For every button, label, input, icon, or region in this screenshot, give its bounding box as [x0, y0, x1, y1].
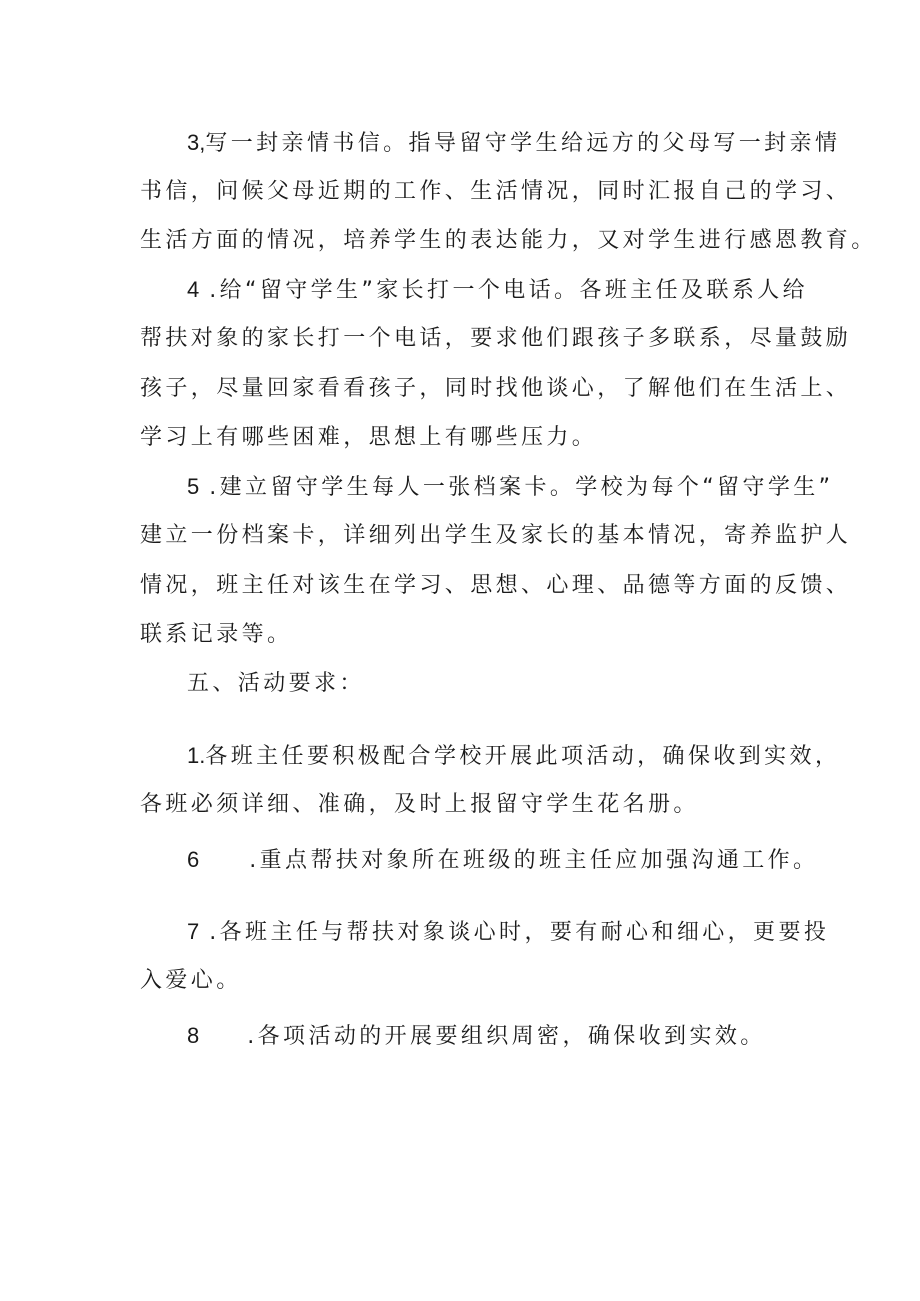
req1-text-1: 各班主任要积极配合学校开展此项活动，确保收到实效，	[205, 744, 841, 769]
req7-number: 7	[187, 919, 200, 944]
item5-line2: 建立一份档案卡，详细列出学生及家长的基本情况，寄养监护人	[140, 523, 852, 548]
req6-text-1: .重点帮扶对象所在班级的班主任应加强沟通工作。	[249, 848, 819, 873]
item5-number: 5	[187, 474, 200, 499]
item4-line4: 学习上有哪些困难，思想上有哪些压力。	[140, 425, 598, 450]
item3-line3: 生活方面的情况，培养学生的表达能力，又对学生进行感恩教育。	[140, 228, 877, 253]
item3-line2: 书信，问候父母近期的工作、生活情况，同时汇报自己的学习、	[140, 179, 852, 204]
req7-line1	[187, 917, 829, 947]
req6-line1	[187, 845, 818, 875]
req1-line1	[187, 741, 840, 771]
item4-number: 4	[187, 277, 200, 302]
item3-number: 3,	[187, 130, 206, 155]
item4-line2: 帮扶对象的家长打一个电话，要求他们跟孩子多联系，尽量鼓励	[140, 326, 852, 351]
item3-line1	[187, 128, 840, 158]
req6-number: 6	[187, 847, 200, 872]
item5-line4: 联系记录等。	[140, 622, 293, 647]
req8-line1	[187, 1021, 766, 1051]
item4-text-1: .给“留守学生”家长打一个电话。各班主任及联系人给	[209, 278, 809, 303]
section-heading: 五、活动要求：	[187, 671, 365, 696]
req8-number: 8	[187, 1023, 200, 1048]
req7-text-1: .各班主任与帮扶对象谈心时，要有耐心和细心，更要投	[209, 920, 830, 945]
item4-line1	[187, 275, 808, 305]
req8-text-1: .各项活动的开展要组织周密，确保收到实效。	[247, 1024, 766, 1049]
req1-number: 1.	[187, 743, 206, 768]
item5-line3: 情况，班主任对该生在学习、思想、心理、品德等方面的反馈、	[140, 573, 852, 598]
item5-text-1: .建立留守学生每人一张档案卡。学校为每个“留守学生”	[209, 475, 834, 500]
item4-line3: 孩子，尽量回家看看孩子，同时找他谈心，了解他们在生活上、	[140, 376, 852, 401]
item5-line1	[187, 472, 833, 502]
req1-line2: 各班必须详细、准确，及时上报留守学生花名册。	[140, 792, 699, 817]
item3-text-1: 写一封亲情书信。指导留守学生给远方的父母写一封亲情	[205, 131, 841, 156]
req7-line2: 入爱心。	[140, 968, 242, 993]
